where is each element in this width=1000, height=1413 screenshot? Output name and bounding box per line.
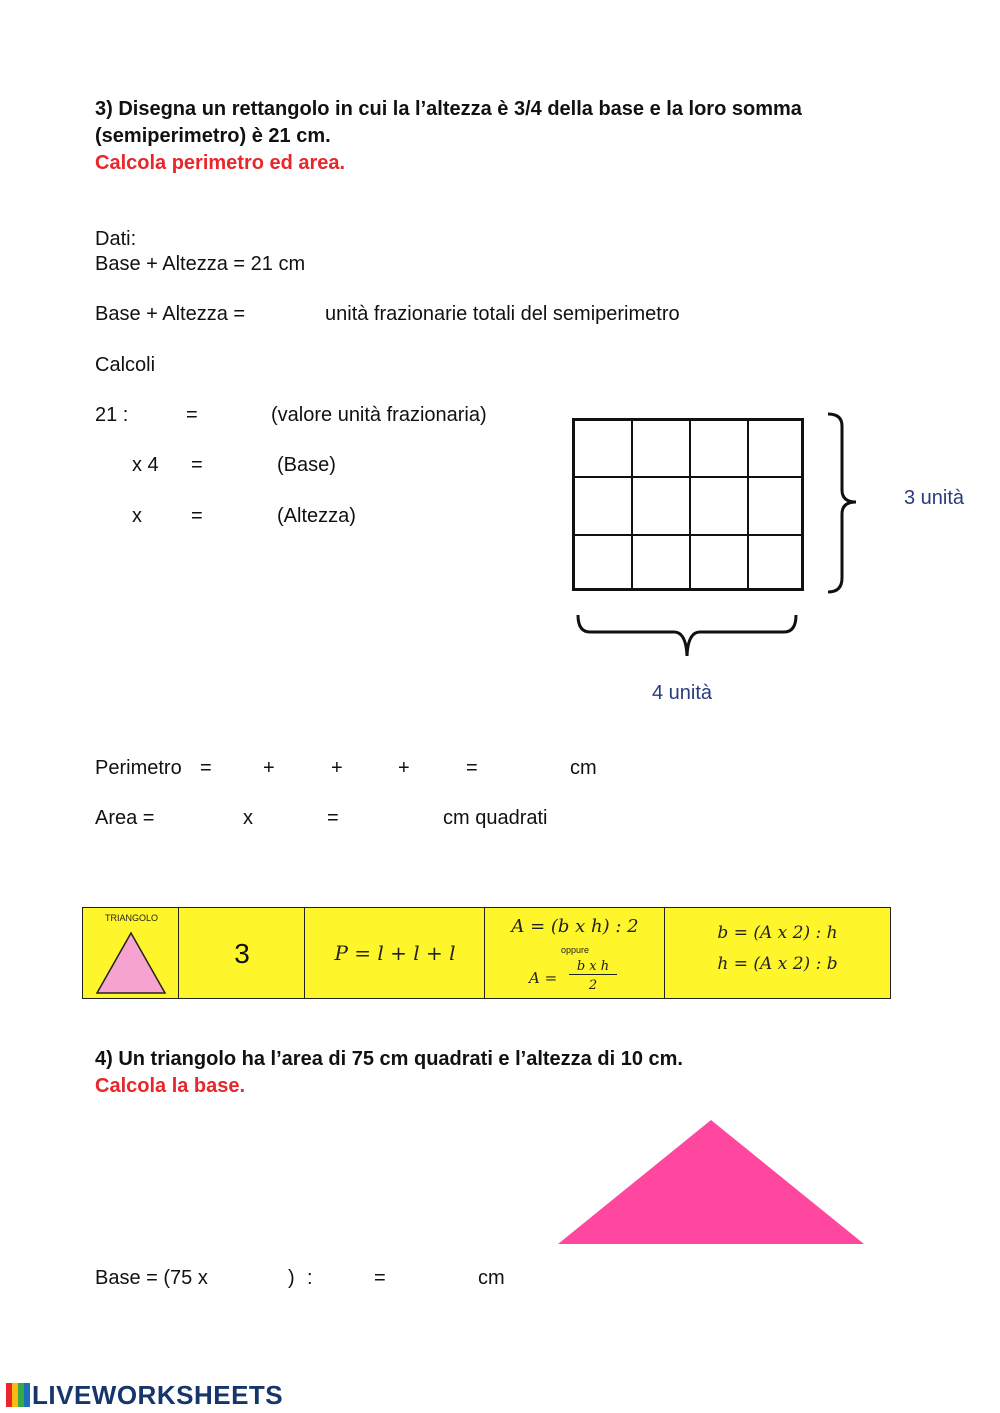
units-suffix: unità frazionarie totali del semiperimetro xyxy=(325,303,680,325)
grid-cell xyxy=(574,535,632,589)
calc3-unit-input[interactable] xyxy=(95,504,129,528)
calc2-unit-input[interactable] xyxy=(95,453,129,477)
base-unit: cm xyxy=(478,1267,505,1289)
perimeter-term1-input[interactable] xyxy=(220,756,260,780)
perimeter-formula: P = l + l + l xyxy=(334,941,456,965)
liveworksheets-logo[interactable] xyxy=(6,1380,283,1411)
area-result-input[interactable] xyxy=(348,806,438,830)
shape-label: TRIANGOLO xyxy=(105,913,159,923)
perimeter-result-input[interactable] xyxy=(487,756,565,780)
exercise-4-task: Calcola la base. xyxy=(95,1075,246,1097)
grid-cell xyxy=(574,477,632,535)
calcoli-label: Calcoli xyxy=(95,354,156,376)
triangle-shape-icon xyxy=(95,930,167,996)
grid-cell xyxy=(748,477,802,535)
area-base-input[interactable] xyxy=(165,806,237,830)
area-op-equals: = xyxy=(327,807,339,829)
dati-label: Dati: xyxy=(95,228,137,250)
area-formula-cell xyxy=(485,908,665,998)
inverse-height-formula: h = (A x 2) : b xyxy=(717,954,838,974)
exercise-4-title: 4) Un triangolo ha l’area di 75 cm quadrati e l’altezza di 10 cm. xyxy=(95,1048,683,1070)
area-op-times: x xyxy=(243,807,253,829)
exercise-3-title-line2: (semiperimetro) è 21 cm. xyxy=(95,125,331,147)
calc3-height-input[interactable] xyxy=(213,504,271,528)
base-units-label: 4 unità xyxy=(652,682,713,704)
pink-triangle-figure xyxy=(556,1118,866,1246)
perimeter-term3-input[interactable] xyxy=(350,756,394,780)
inverse-formula-cell xyxy=(665,908,890,998)
calc3-note: (Altezza) xyxy=(277,505,356,527)
sides-count: 3 xyxy=(234,938,250,969)
area-formula-alt-num: b x h xyxy=(569,959,617,975)
base-formula-paren: ) xyxy=(288,1267,295,1289)
area-label: Area = xyxy=(95,807,155,829)
grid-cell xyxy=(690,535,748,589)
grid-cell xyxy=(690,477,748,535)
area-formula-alt-lhs: A = xyxy=(529,969,558,987)
perimeter-op-plus: + xyxy=(331,757,343,779)
shape-cell xyxy=(83,908,179,998)
calc2-base-input[interactable] xyxy=(213,453,271,477)
calc3-prefix: x xyxy=(132,505,142,527)
calc3-equals: = xyxy=(191,505,203,527)
perimeter-op-equals: = xyxy=(200,757,212,779)
logo-mark-icon xyxy=(6,1383,30,1407)
base-formula-div: : xyxy=(307,1267,313,1289)
calc1-result-input[interactable] xyxy=(208,403,266,427)
perimeter-op-plus: + xyxy=(263,757,275,779)
units-prefix: Base + Altezza = xyxy=(95,303,246,325)
perimeter-term2-input[interactable] xyxy=(282,756,326,780)
calc1-equals: = xyxy=(186,404,198,426)
exercise-3-title-line1: 3) Disegna un rettangolo in cui la l’altezza è 3/4 della base e la loro somma xyxy=(95,98,802,120)
perimeter-formula-cell xyxy=(305,908,485,998)
calc1-note: (valore unità frazionaria) xyxy=(271,404,487,426)
calc3-factor-input[interactable] xyxy=(146,504,186,528)
rectangle-grid xyxy=(572,418,804,591)
units-total-input[interactable] xyxy=(262,302,320,326)
calc1-prefix: 21 : xyxy=(95,404,129,426)
base-brace xyxy=(574,612,802,660)
grid-cell xyxy=(574,420,632,477)
perimeter-label: Perimetro xyxy=(95,757,182,779)
grid-cell xyxy=(748,420,802,477)
height-brace xyxy=(826,410,866,596)
area-formula-or: oppure xyxy=(560,945,590,955)
calc2-equals: = xyxy=(191,454,203,476)
grid-cell xyxy=(632,477,690,535)
grid-cell xyxy=(748,535,802,589)
dati-value: Base + Altezza = 21 cm xyxy=(95,253,306,275)
calc1-divisor-input[interactable] xyxy=(138,403,180,427)
logo-text: LIVEWORKSHEETS xyxy=(32,1380,284,1410)
triangle-formula-table xyxy=(82,907,891,999)
grid-cell xyxy=(632,535,690,589)
inverse-base-formula: b = (A x 2) : h xyxy=(717,923,838,943)
perimeter-op-plus: + xyxy=(398,757,410,779)
sides-cell xyxy=(179,908,305,998)
perimeter-unit: cm xyxy=(570,757,597,779)
area-height-input[interactable] xyxy=(260,806,322,830)
perimeter-op-equals: = xyxy=(466,757,478,779)
grid-cell xyxy=(632,420,690,477)
grid-cell xyxy=(690,420,748,477)
perimeter-term4-input[interactable] xyxy=(417,756,461,780)
height-units-label: 3 unità xyxy=(904,487,965,509)
base-result-input[interactable] xyxy=(396,1266,472,1290)
area-unit: cm quadrati xyxy=(443,807,548,829)
area-formula: A = (b x h) : 2 xyxy=(511,916,639,937)
calc2-note: (Base) xyxy=(277,454,336,476)
base-divisor-input[interactable] xyxy=(320,1266,368,1290)
exercise-3-task: Calcola perimetro ed area. xyxy=(95,152,346,174)
base-formula-prefix: Base = (75 x xyxy=(95,1267,208,1289)
base-formula-equals: = xyxy=(374,1267,386,1289)
calc2-prefix: x 4 xyxy=(132,454,159,476)
base-factor-input[interactable] xyxy=(223,1266,285,1290)
area-formula-alt-den: 2 xyxy=(588,978,598,993)
